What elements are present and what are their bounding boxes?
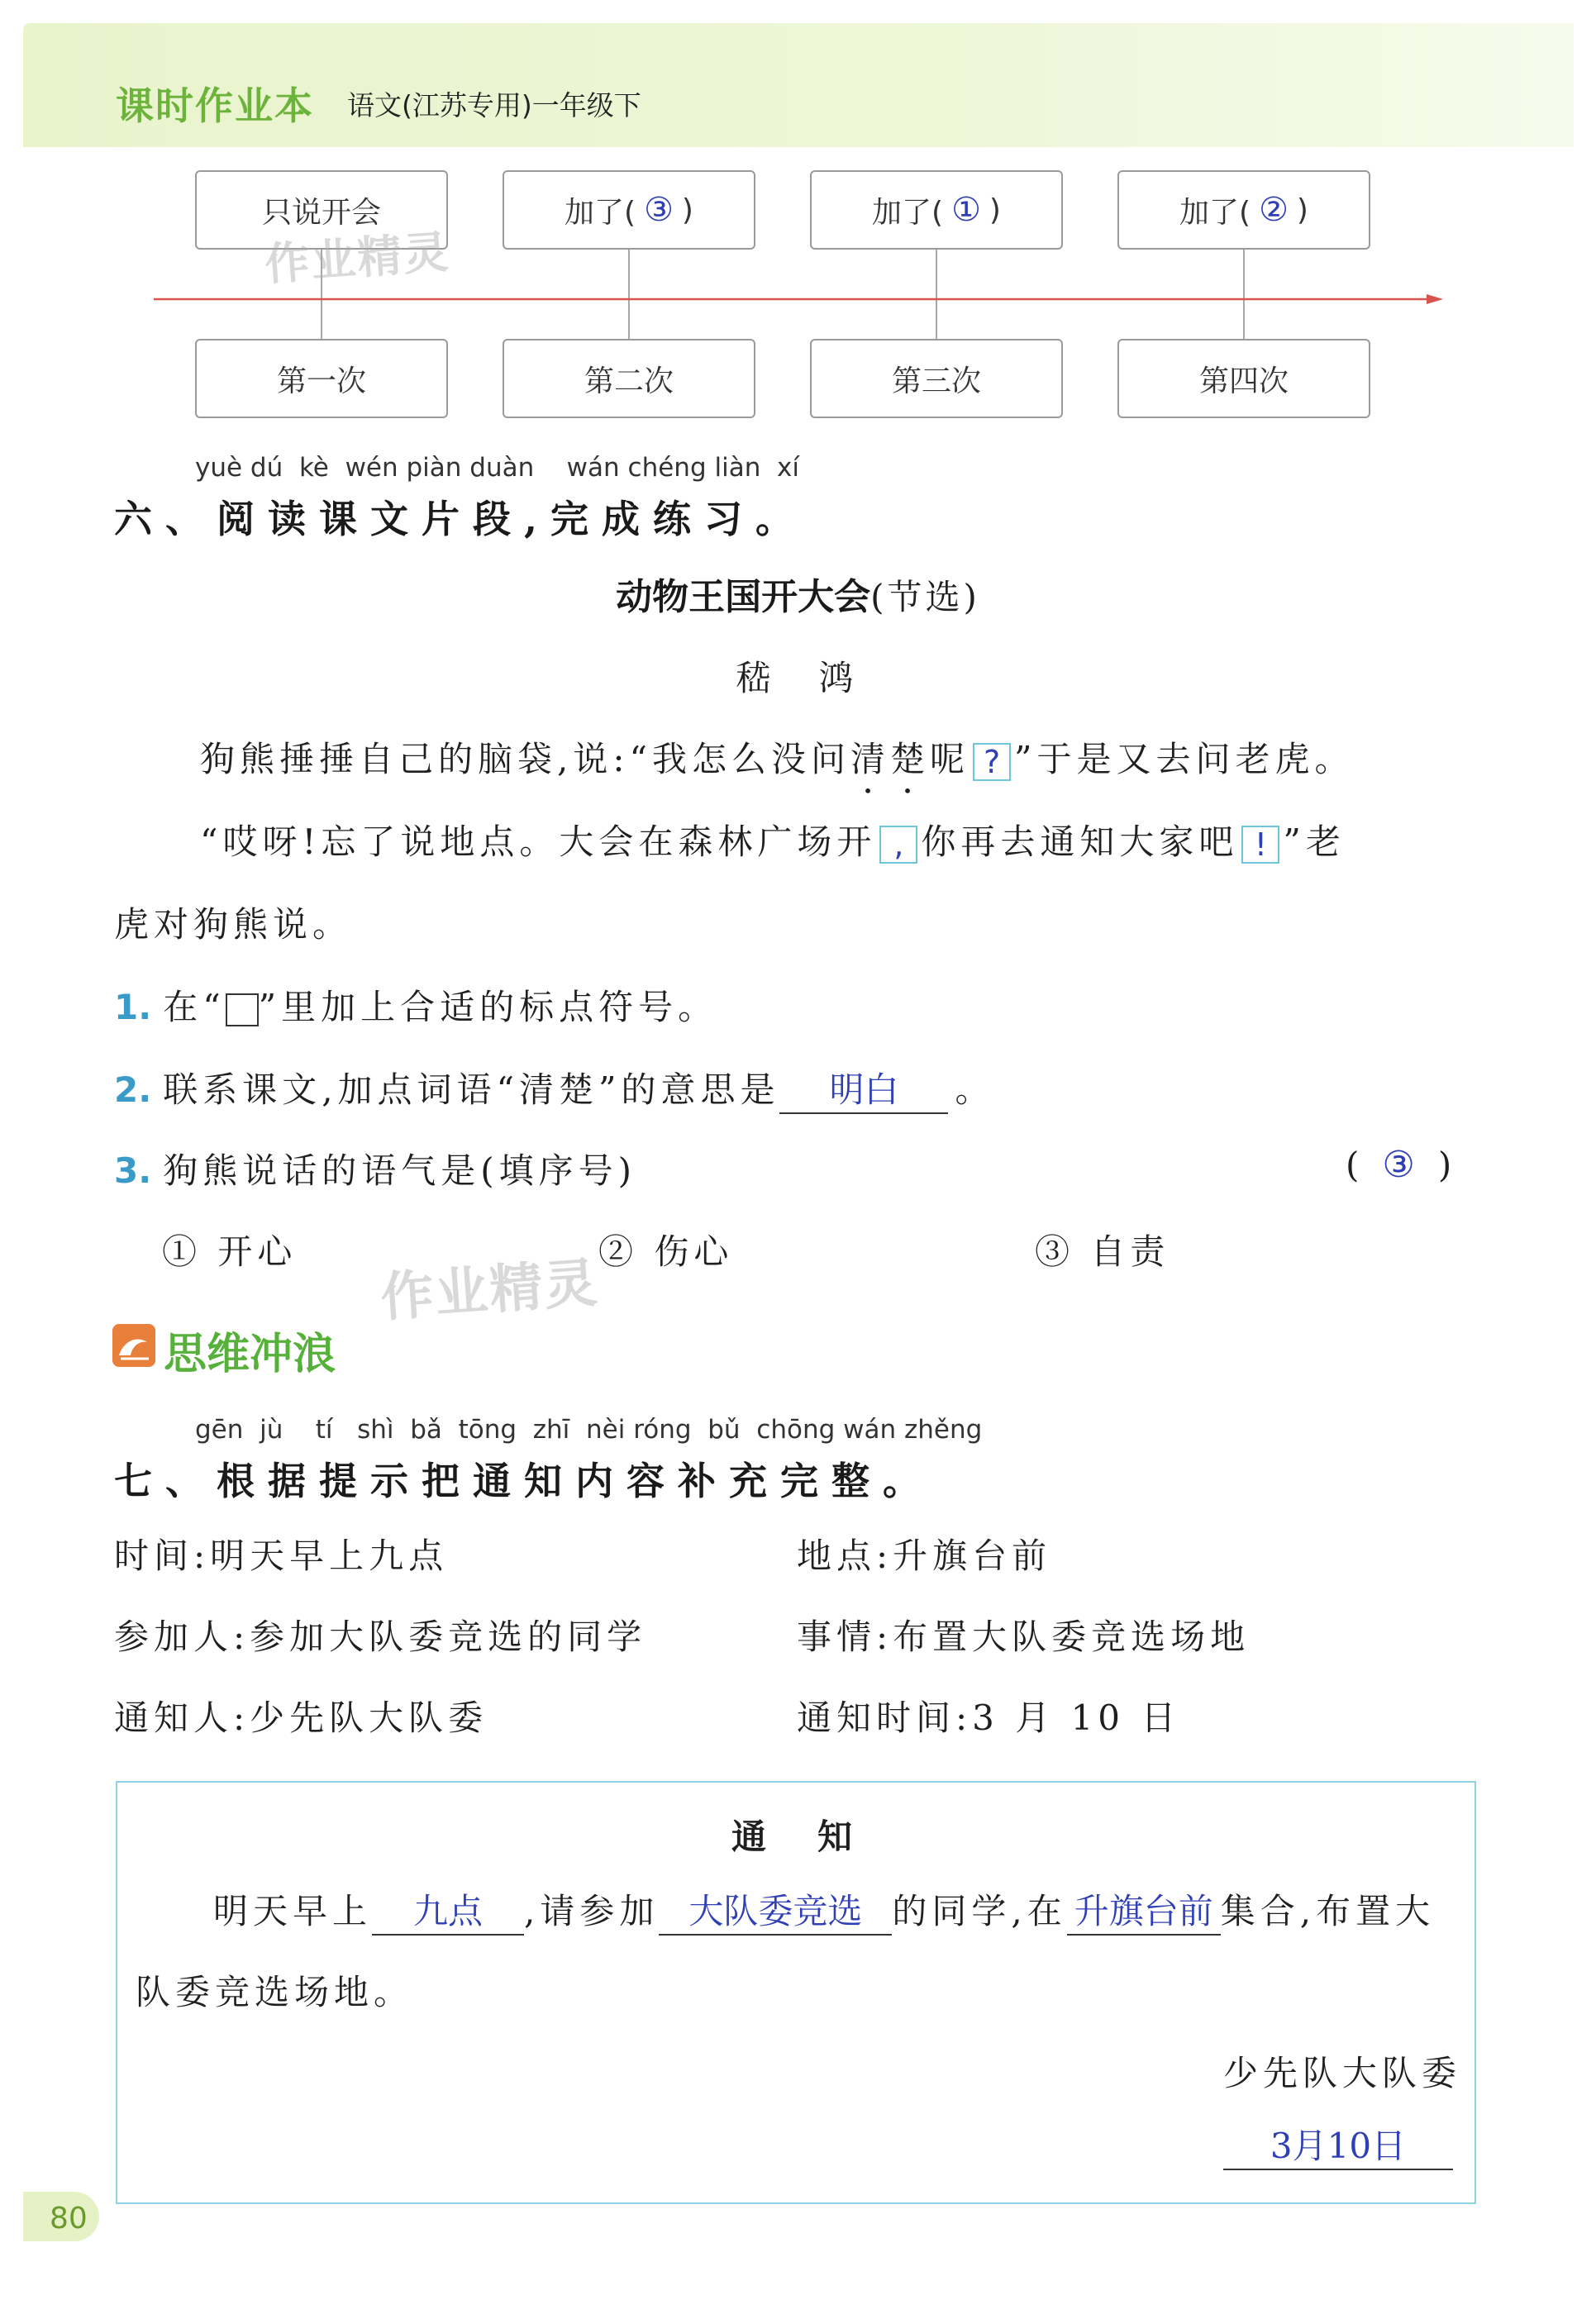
empty-square — [226, 993, 259, 1026]
dotted-char: 楚 — [890, 739, 931, 779]
timeline-top-box-4 — [1117, 170, 1370, 250]
answer-choice: ③ — [1382, 1144, 1415, 1186]
wave-icon — [112, 1324, 155, 1367]
timeline-bottom-label: 第二次 — [584, 364, 674, 398]
timeline-bottom-label: 第三次 — [891, 364, 981, 398]
timeline-top-suffix: ) — [989, 193, 1001, 227]
timeline-bottom-box-1 — [195, 339, 448, 418]
section6-heading: 六、阅读课文片段,完成练习。 — [114, 497, 808, 541]
timeline-top-box-3 — [810, 170, 1063, 250]
info-place: 地点:升旗台前 — [797, 1536, 1052, 1576]
timeline-answer: ① — [951, 191, 981, 229]
question-number: 2. — [114, 1069, 152, 1110]
question-1 — [114, 980, 717, 1030]
passage-paragraph-3: 虎对狗熊说。 — [114, 904, 353, 945]
passage-paragraph-1 — [200, 732, 1355, 782]
passage-text: ”于是又去问老虎。 — [1014, 739, 1355, 779]
info-notifier: 通知人:少先队大队委 — [114, 1698, 488, 1738]
notice-text: 明天早上 — [213, 1891, 373, 1931]
notice-line-2: 队委竞选场地。 — [136, 1972, 414, 2012]
page-number: 80 — [50, 2202, 88, 2236]
notice-text: 集合,布置大 — [1220, 1891, 1436, 1931]
notice-blank-time: 九点 — [372, 1884, 524, 1936]
question-text: 联系课文,加点词语“清楚”的意思是 — [163, 1069, 780, 1110]
timeline-top-text: 只说开会 — [261, 195, 381, 230]
dotted-char: 清 — [850, 739, 890, 779]
option-2: ② 伤心 — [598, 1231, 734, 1272]
watermark: 作业精灵 — [263, 226, 452, 291]
timeline-arrow — [154, 291, 1443, 307]
passage-text: “哎呀!忘了说地点。大会在森林广场开 — [200, 821, 877, 862]
timeline-top-prefix: 加了( — [1179, 195, 1251, 230]
timeline-top-prefix: 加了( — [565, 195, 636, 230]
question-3-answer — [1346, 1144, 1451, 1186]
timeline-bottom-box-3 — [810, 339, 1063, 418]
punctuation-box: ? — [973, 743, 1011, 781]
passage-title: 动物王国开大会 — [616, 576, 871, 618]
option-1: ① 开心 — [162, 1231, 298, 1272]
timeline-top-prefix: 加了( — [872, 195, 944, 230]
section6-pinyin: yuè dú kè wén piàn duàn wán chéng liàn xí — [195, 453, 800, 483]
notice-title: 通 知 — [731, 1817, 860, 1857]
question-number: 3. — [114, 1150, 152, 1191]
timeline-answer: ② — [1259, 191, 1289, 229]
timeline-answer: ③ — [644, 191, 674, 229]
passage-text: 呢 — [930, 739, 970, 779]
timeline-bottom-label: 第四次 — [1198, 364, 1289, 398]
notice-blank-place: 升旗台前 — [1067, 1884, 1221, 1936]
question-text: 。 — [955, 1069, 995, 1110]
timeline-bottom-label: 第一次 — [276, 364, 366, 398]
passage-text: 狗熊捶捶自己的脑袋,说:“我怎么没问 — [200, 739, 850, 779]
passage-title-row — [0, 567, 1596, 620]
question-2 — [114, 1063, 995, 1114]
notice-line-1 — [213, 1884, 1435, 1936]
timeline-top-suffix: ) — [681, 193, 693, 227]
watermark: 作业精灵 — [379, 1252, 601, 1330]
timeline-top-box-2 — [503, 170, 755, 250]
question-text: ”里加上合适的标点符号。 — [258, 987, 718, 1027]
paren: ( — [1346, 1145, 1360, 1185]
passage-text: ”老 — [1283, 821, 1346, 862]
book-subtitle: 语文(江苏专用)一年级下 — [347, 89, 641, 121]
answer-blank: 明白 — [779, 1063, 948, 1114]
info-participants: 参加人:参加大队委竞选的同学 — [114, 1617, 647, 1657]
question-text: 在“ — [163, 987, 226, 1027]
passage-author: 嵇 鸿 — [736, 658, 860, 698]
book-title: 课时作业本 — [116, 83, 314, 128]
question-text: 狗熊说话的语气是(填序号) — [163, 1150, 636, 1191]
punctuation-box: ! — [1241, 826, 1279, 864]
banner-title: 思维冲浪 — [164, 1330, 336, 1379]
option-3: ③ 自责 — [1035, 1231, 1170, 1272]
notice-text: ,请参加 — [524, 1891, 660, 1931]
notice-signer: 少先队大队委 — [1223, 2053, 1462, 2093]
timeline-bottom-box-2 — [503, 339, 755, 418]
timeline-bottom-box-4 — [1117, 339, 1370, 418]
passage-text: 你再去通知大家吧 — [921, 821, 1239, 862]
notice-date-line — [1223, 2119, 1453, 2170]
paren: ) — [1437, 1145, 1452, 1185]
passage-title-note: (节选) — [870, 577, 980, 617]
timeline-top-suffix: ) — [1296, 193, 1308, 227]
section7-pinyin: gēn jù tí shì bǎ tōng zhī nèi róng bǔ chōng wán zhěng — [195, 1415, 983, 1445]
info-event: 事情:布置大队委竞选场地 — [797, 1617, 1251, 1657]
punctuation-box: , — [879, 826, 917, 864]
section7-heading: 七、根据提示把通知内容补充完整。 — [114, 1459, 934, 1503]
passage-paragraph-2 — [200, 815, 1346, 864]
info-time: 时间:明天早上九点 — [114, 1536, 449, 1576]
notice-date: 3月10日 — [1270, 2126, 1407, 2166]
notice-text: 的同学,在 — [892, 1891, 1067, 1931]
notice-blank-participants: 大队委竞选 — [659, 1884, 892, 1936]
question-3 — [114, 1144, 636, 1193]
question-number: 1. — [114, 987, 152, 1027]
info-notice-date: 通知时间:3 月 10 日 — [797, 1698, 1181, 1738]
